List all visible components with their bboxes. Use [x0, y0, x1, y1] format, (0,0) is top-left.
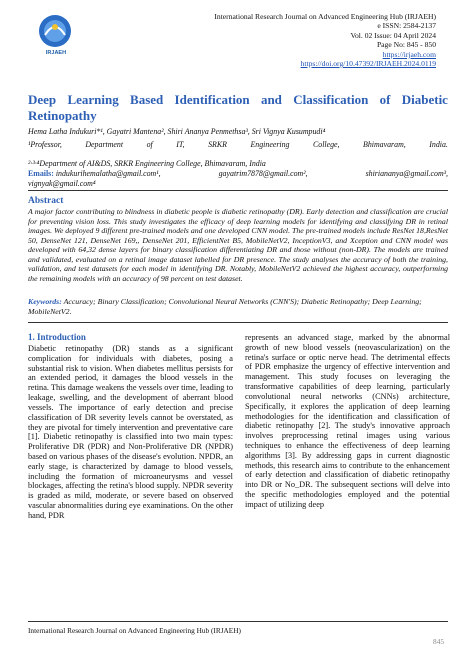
affiliation-word-1: Department — [85, 140, 124, 149]
divider-footer — [28, 621, 448, 622]
page-number: 845 — [433, 637, 444, 646]
paper-title — [28, 92, 448, 124]
affiliation-word-5: Engineering — [250, 140, 290, 149]
email-row-2: vignyak@gmail.com⁴ — [28, 179, 96, 188]
title-word-0: Deep — [28, 92, 57, 107]
section-heading-introduction: 1. Introduction — [28, 332, 86, 342]
author-list: Hema Latha Indukuri*¹, Gayatri Mantena², Shiri Ananya Penmethsa³, Sri Vignya Kusumpudi⁴ — [28, 127, 326, 136]
intro-paragraph-right: represents an advanced stage, marked by the abnormal growth of new blood vessels (neovascularization) on the retina's surface or optic nerve head. The detrimental effects of PDR emphasize the urgency of effective intervention and management. This study focuses on leveraging the transformative capabilities of deep learning, particularly convolutional neural networks (CNNs) architecture, Specifically, it explores the application of deep learning methodologies for the identification and classification of diabetic retinopathy [2]. The study's innovative approach involves preprocessing retinal images using various techniques to enhance the effectiveness of deep learning algorithms [3]. By addressing gaps in current diagnostic methods, this research aims to contribute to the enhancement of early detection and classification of diabetic retinopathy into DR or No_DR. The subsequent sections will delve into the specific methodologies employed and the potential impact of utilizing deep — [245, 333, 450, 509]
abstract-heading: Abstract — [28, 196, 64, 206]
abstract-body: A major factor contributing to blindness in diabetic people is diabetic retinopathy (DR). Early detection and classification are crucial for preventing vision loss. This study investigates the efficacy of deep learning models for identifying and classifying DR in retinal images. We deployed 9 different pre-trained models and one developed CNN model. The pre-trained models include ResNet 18,ResNet 50, DenseNet 121, DenseNet 169,, DenseNet 201, EfficientNet B5, MobileNetV2, InceptionV3, and Xception and CNN model was developed with 64,32 dense layers for binary classification differentiating DR and those without (non-DR). The models are trained and validated, evaluated on a retinal image dataset labelled for DR presence. The study analyses the accuracy of both the training, validation, and test datasets for each model in identifying DR. Notably, MobileNetV2 achieved the highest accuracy, outperforming the remaining models with an accuracy of 98 percent on test dataset. — [28, 207, 448, 283]
affiliation-word-6: College, — [312, 140, 340, 149]
doi-link[interactable]: https://doi.org/10.47392/IRJAEH.2024.0119 — [300, 59, 436, 69]
affiliation-word-3: IT, — [176, 140, 185, 149]
irjaeh-logo — [37, 13, 73, 49]
title-word-3: Identification — [174, 92, 250, 107]
logo-text: IRJAEH — [45, 50, 67, 56]
divider-top — [28, 190, 448, 191]
title-word-7: Diabetic — [401, 92, 448, 107]
keywords-text: Accuracy; Binary Classification; Convolutional Neural Networks (CNN'S); Diabetic Retinopathy; Deep Learning; MobileNetV2. — [28, 297, 422, 316]
body-column-right — [245, 333, 450, 510]
affiliation-1-line — [28, 140, 448, 150]
title-word-1: Learning — [67, 92, 119, 107]
email-0[interactable]: indukurihemalatha@gmail.com¹, — [53, 169, 161, 178]
body-column-left — [28, 344, 233, 521]
title-line-1 — [28, 92, 448, 108]
title-word-6: of — [379, 92, 391, 107]
volume-issue: Vol. 02 Issue: 04 April 2024 — [350, 30, 436, 40]
footer-journal: International Research Journal on Advanced Engineering Hub (IRJAEH) — [28, 626, 241, 635]
page-range: Page No: 845 - 850 — [376, 40, 436, 50]
keywords-label: Keywords: — [28, 297, 62, 306]
author-emails — [28, 169, 448, 189]
journal-name: International Research Journal on Advanced Engineering Hub (IRJAEH) — [214, 12, 436, 21]
email-2[interactable]: shiriananya@gmail.com³, — [365, 169, 448, 178]
affiliation-word-7: Bhimavaram, — [363, 140, 406, 149]
issn: e ISSN: 2584-2137 — [377, 21, 436, 31]
emails-label: Emails: — [28, 169, 54, 178]
affiliation-word-4: SRKR — [208, 140, 227, 149]
title-word-4: and — [260, 92, 282, 107]
email-group-0 — [28, 169, 161, 179]
keywords — [28, 297, 448, 316]
journal-header — [214, 12, 436, 68]
intro-paragraph-left: Diabetic retinopathy (DR) stands as a significant complication for individuals with diabetes, posing a substantial risk to vision. When diabetes mellitus persists for an extended period, it damages the blood vessels in the retina. This damage weakens the vessels over time, leading to leakage, swelling, and the development of aberrant blood vessels. The importance of early detection and precise classification of DR severity levels cannot be overstated, as they are pivotal for timely intervention and preventative care [1]. Diabetic retinopathy is classified into two main types: Proliferative DR (PDR) and Non-Proliferative DR (NPDR) based on various phases of the disease's evolution. NPDR, an early stage, is characterized by damage to blood vessels, including the formation of microaneurysms and vessel blockages, affecting the retina's blood supply. NPDR severity is graded as mild, moderate, or severe based on observed vascular abnormalities during eye examinations. On the other hand, PDR — [28, 344, 233, 520]
title-word-2: Based — [130, 92, 164, 107]
affiliation-word-0: ¹Professor, — [28, 140, 62, 149]
title-line-2: Retinopathy — [28, 108, 97, 123]
affiliation-word-8: India. — [429, 140, 448, 149]
journal-url-link[interactable]: https://irjaeh.com — [382, 49, 436, 59]
email-row-1 — [28, 169, 448, 179]
divider-bottom — [28, 322, 448, 323]
affiliation-2: ²·³·⁴Department of AI&DS, SRKR Engineering College, Bhimavaram, India — [28, 159, 266, 168]
title-word-5: Classification — [293, 92, 369, 107]
email-1[interactable]: gayatrim7878@gmail.com², — [218, 169, 308, 178]
affiliation-1 — [28, 140, 448, 150]
affiliation-word-2: of — [146, 140, 153, 149]
